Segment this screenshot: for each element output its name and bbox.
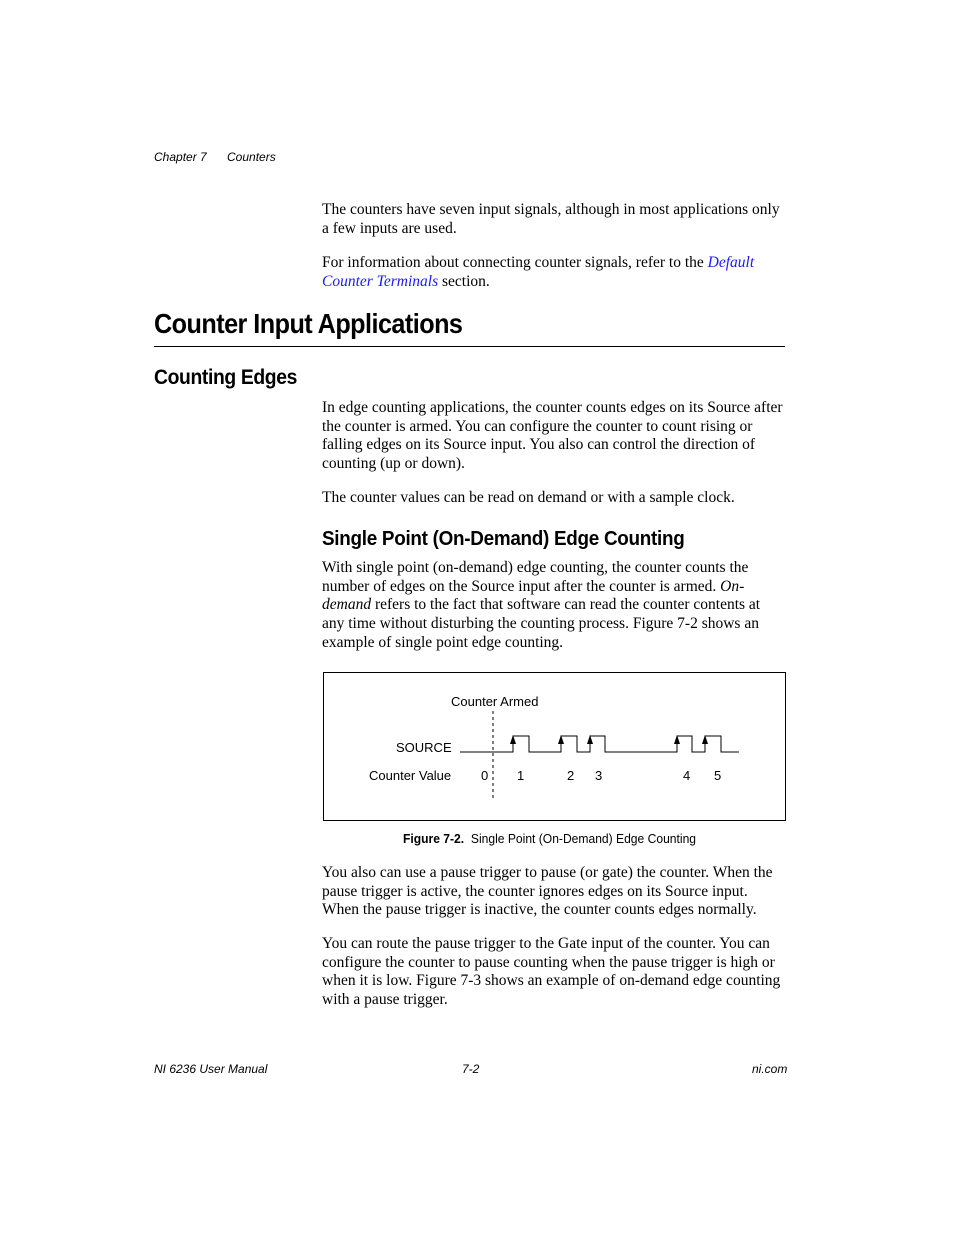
counter-value-label: Counter Value (369, 768, 452, 783)
counter-value-3: 3 (595, 768, 603, 783)
figure-number: Figure 7-2. (403, 831, 465, 846)
counter-value-0: 0 (481, 768, 489, 783)
pause-trigger-paragraph-2: You can route the pause trigger to the Gate input of the counter. You can configure the counter to pause counting when the pause trigger is high or when it is low. Figure 7-3 shows an example of on-demand edge counting with a pause trigger. (322, 935, 781, 1009)
counting-edges-heading: Counting Edges (154, 366, 297, 389)
counter-value-4: 4 (683, 768, 691, 783)
section-rule (154, 346, 785, 347)
intro-paragraph-2: For information about connecting counter signals, refer to the Default Counter Terminals section. (322, 254, 755, 290)
single-point-paragraph: With single point (on-demand) edge counting, the counter counts the number of edges on the Source input after the counter is armed. On-demand refers to the fact that software can read the counter contents at any time without disturbing the counting process. Figure 7-2 shows an example of single point edge counting. (322, 559, 761, 651)
section-title: Counter Input Applications (154, 308, 463, 339)
pause-trigger-paragraph-1: You also can use a pause trigger to pause (or gate) the counter. When the pause trigger is active, the counter ignores edges on its Source input. When the pause trigger is inactive, the counter counts edges normally. (322, 864, 773, 919)
single-point-heading: Single Point (On-Demand) Edge Counting (322, 527, 685, 550)
footer-page-number: 7-2 (462, 1062, 480, 1076)
default-counter-terminals-link[interactable]: Default Counter Terminals (322, 254, 755, 290)
intro-paragraph-1: The counters have seven input signals, although in most applications only a few inputs are used. (322, 201, 780, 237)
footer-website: ni.com (752, 1062, 788, 1076)
running-header-section: Counters (227, 150, 276, 164)
source-label: SOURCE (396, 740, 452, 755)
source-waveform (460, 736, 739, 752)
counter-value-2: 2 (567, 768, 575, 783)
running-header-chapter: Chapter 7 (154, 150, 207, 164)
figure-7-2-box (323, 672, 786, 821)
counting-edges-paragraph-1: In edge counting applications, the counter counts edges on its Source after the counter is armed. You can configure the counter to count rising or falling edges on its Source input. You also can control the direction of counting (up or down). (322, 399, 783, 473)
timing-diagram (324, 673, 785, 820)
counting-edges-paragraph-2: The counter values can be read on demand or with a sample clock. (322, 489, 735, 506)
counter-value-5: 5 (714, 768, 722, 783)
counter-value-1: 1 (517, 768, 525, 783)
footer-manual-title: NI 6236 User Manual (154, 1062, 268, 1076)
figure-caption (403, 831, 696, 846)
figure-title: Single Point (On-Demand) Edge Counting (470, 831, 697, 846)
counter-armed-label: Counter Armed (451, 694, 539, 709)
